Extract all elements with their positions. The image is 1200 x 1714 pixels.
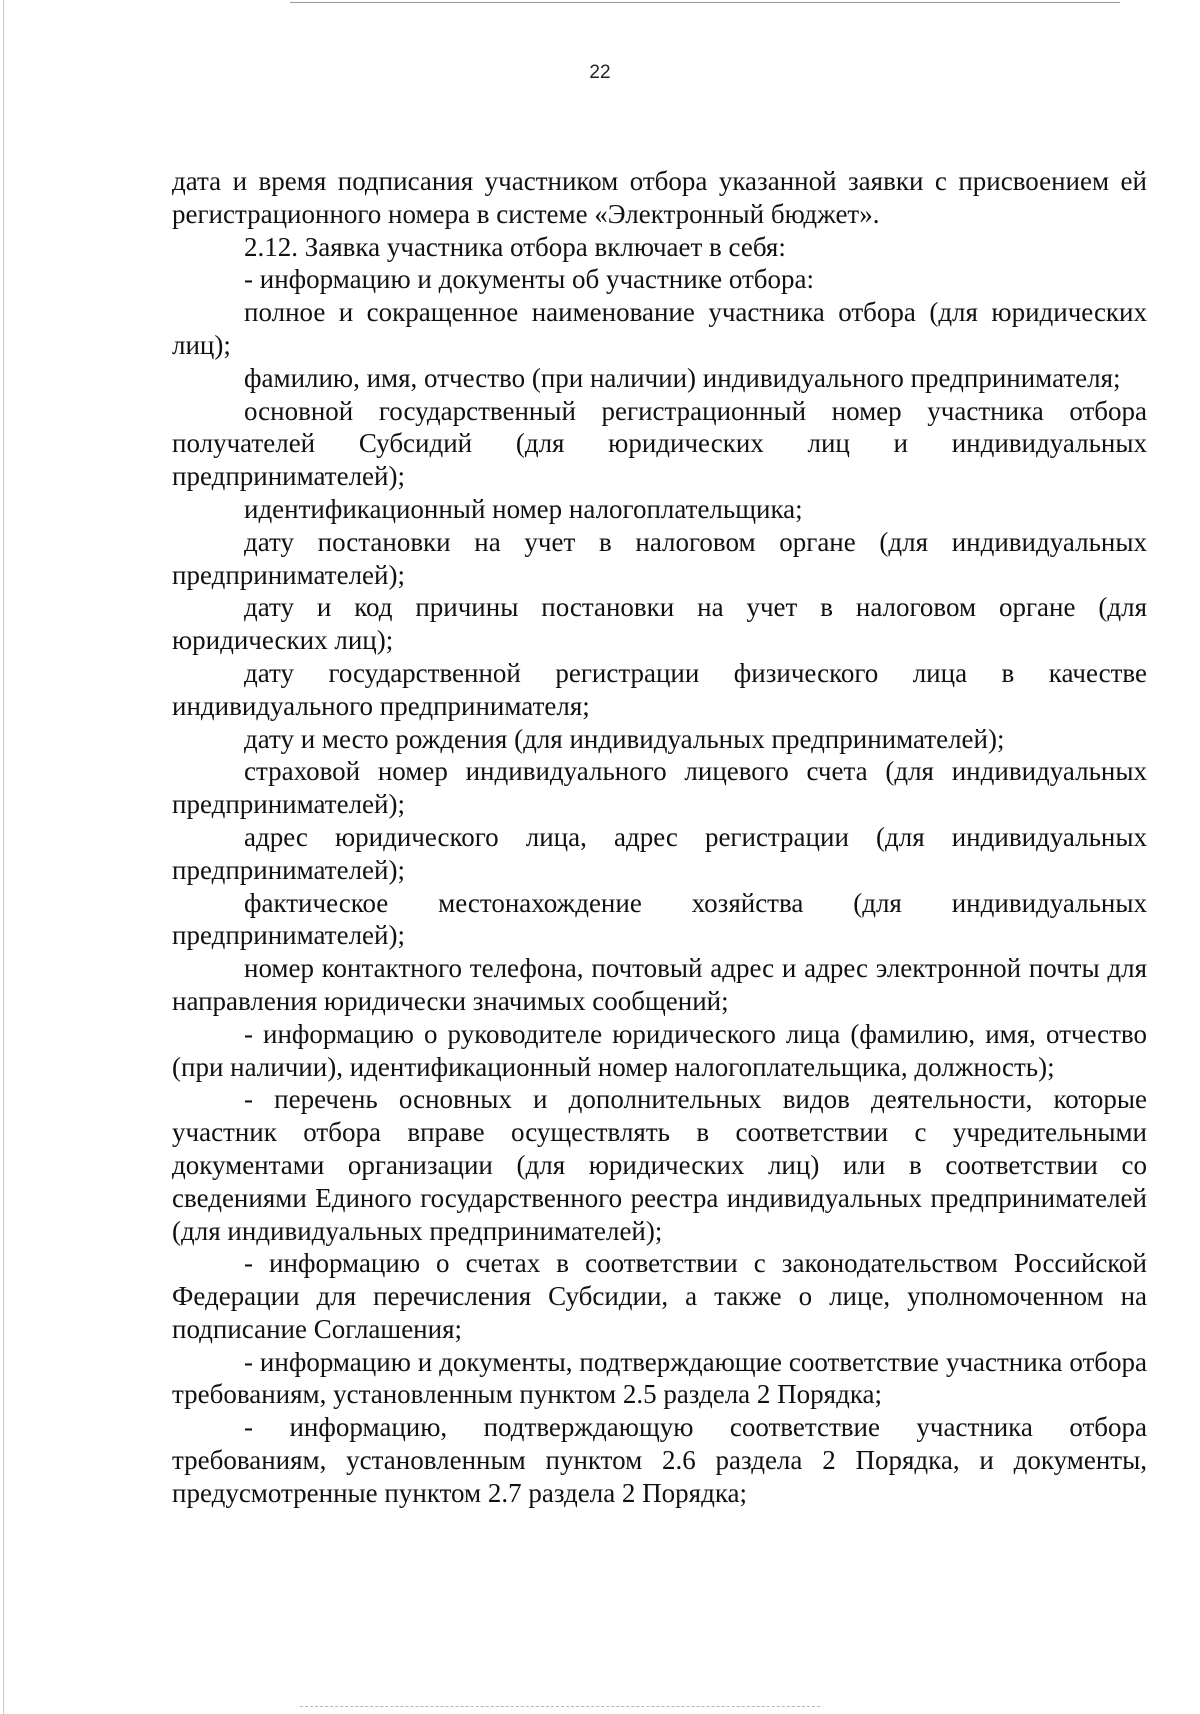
list-item: - информацию и документы, подтверждающие соответствие участника отбора требованиям, установленным пунктом 2.5 раздела 2 Порядка;: [172, 1346, 1147, 1410]
list-item: основной государственный регистрационный номер участника отбора получателей Субсидий (для юридических лиц и индивидуальных предпринимателей);: [172, 395, 1147, 492]
list-item: фактическое местонахождение хозяйства (для индивидуальных предпринимателей);: [172, 887, 1147, 951]
scan-border-bottom: [300, 1706, 820, 1707]
list-item: - информацию о руководителе юридического лица (фамилию, имя, отчество (при наличии), идентификационный номер налогоплательщика, должность);: [172, 1018, 1147, 1082]
scan-border-left: [3, 0, 4, 1714]
list-item: фамилию, имя, отчество (при наличии) индивидуального предпринимателя;: [244, 362, 1121, 393]
list-item: адрес юридического лица, адрес регистрации (для индивидуальных предпринимателей);: [172, 821, 1147, 885]
list-item: полное и сокращенное наименование участника отбора (для юридических лиц);: [172, 297, 1147, 360]
document-body: [172, 165, 1147, 1510]
list-item: страховой номер индивидуального лицевого счета (для индивидуальных предпринимателей);: [172, 756, 1147, 820]
page-number: 22: [589, 62, 611, 83]
list-item: - перечень основных и дополнительных видов деятельности, которые участник отбора вправе осуществлять в соответствии с учредительными документами организации (для юридических лиц) или в соответствии со сведениями Единого государственного реестра индивидуальных предпринимателей (для индивидуальных предпринимателей);: [172, 1084, 1147, 1246]
paragraph-continuation: дата и время подписания участником отбора указанной заявки с присвоением ей регистрационного номера в системе «Электронный бюджет».: [172, 166, 1147, 229]
list-item: идентификационный номер налогоплательщика;: [244, 493, 803, 524]
list-item: дату и место рождения (для индивидуальных предпринимателей);: [244, 723, 1005, 754]
list-item: - информацию, подтверждающую соответствие участника отбора требованиям, установленным пунктом 2.6 раздела 2 Порядка, и документы, предусмотренные пунктом 2.7 раздела 2 Порядка;: [172, 1412, 1147, 1508]
list-item: - информацию о счетах в соответствии с законодательством Российской Федерации для перечисления Субсидии, а также о лице, уполномоченном на подписание Соглашения;: [172, 1248, 1147, 1344]
list-item: дату и код причины постановки на учет в налоговом органе (для юридических лиц);: [172, 592, 1147, 656]
scan-border-top: [290, 2, 1120, 3]
list-item: дату государственной регистрации физического лица в качестве индивидуального предпринимателя;: [172, 657, 1147, 721]
list-item: дату постановки на учет в налоговом органе (для индивидуальных предпринимателей);: [172, 526, 1147, 590]
paragraph-section-2-12: 2.12. Заявка участника отбора включает в себя:: [244, 231, 786, 262]
list-item: номер контактного телефона, почтовый адрес и адрес электронной почты для направления юридически значимых сообщений;: [172, 953, 1147, 1016]
list-item: - информацию и документы об участнике отбора:: [244, 264, 815, 295]
